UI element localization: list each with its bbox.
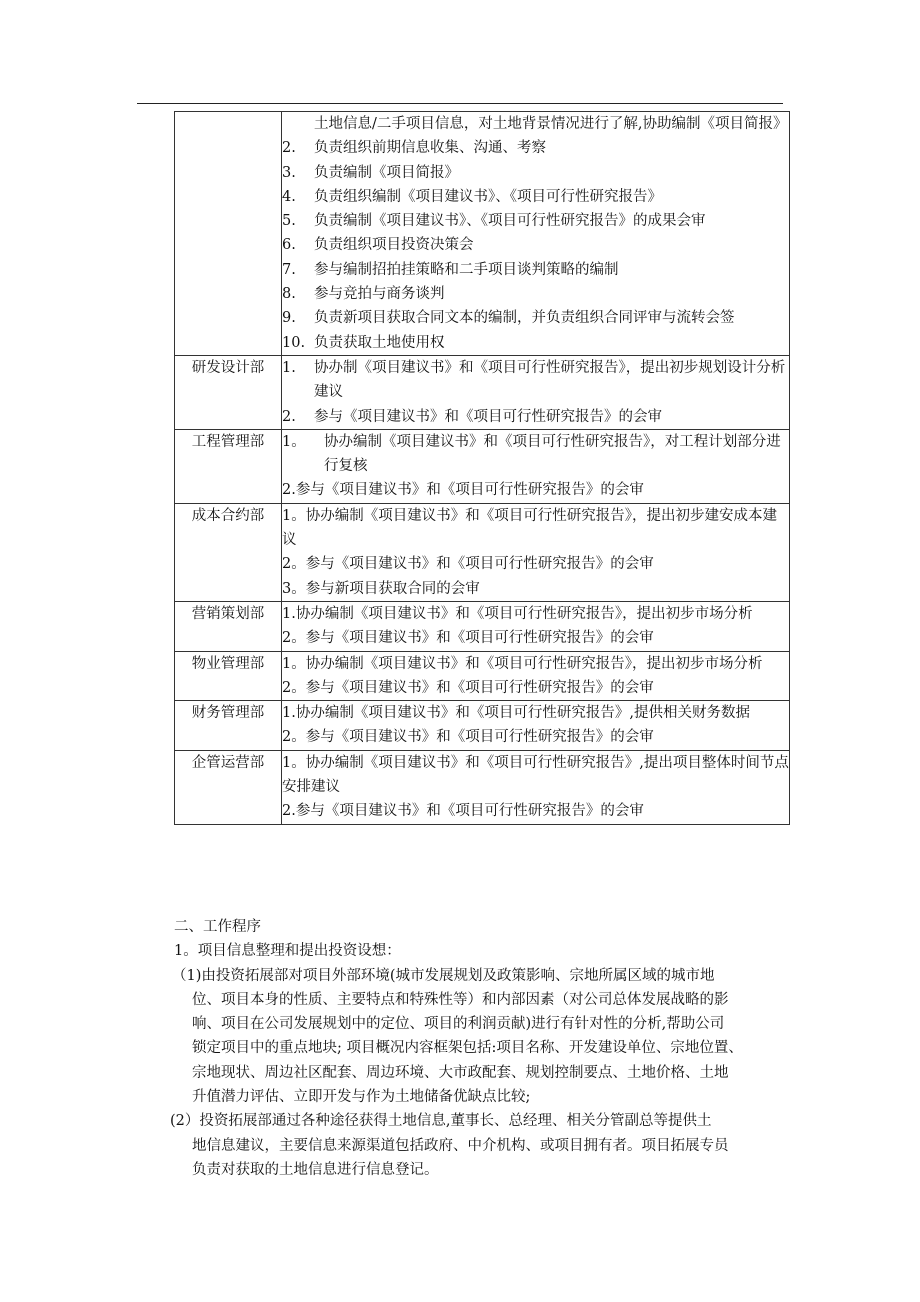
list-item: 3。参与新项目获取合同的会审 [282,580,480,597]
duty-cell [282,429,790,503]
list-item: 2. 负责组织前期信息收集、沟通、考察 [282,140,546,157]
dept-cell: 企管运营部 [175,750,282,824]
paragraph-line: 地信息建议，主要信息来源渠道包括政府、中介机构、或项目拥有者。项目拓展专员 [192,1137,729,1154]
procedure-section [170,915,786,1182]
duty-cell [282,651,790,701]
list-item: 10. 负责获取土地使用权 [282,334,445,351]
list-item: 6. 负责组织项目投资决策会 [282,237,474,254]
duty-cell [282,355,790,429]
list-item: 2. 参与《项目建议书》和《项目可行性研究报告》的会审 [282,408,662,425]
dept-cell: 研发设计部 [175,355,282,429]
dept-cell: 物业管理部 [175,651,282,701]
dept-cell [175,112,282,356]
list-item: 2。参与《项目建议书》和《项目可行性研究报告》的会审 [282,556,654,573]
paragraph-line: 负责对获取的土地信息进行信息登记。 [192,1161,439,1178]
duty-cell [282,750,790,824]
duty-cell [282,503,790,601]
list-item: 1。协办编制《项目建议书》和《项目可行性研究报告》,提出项目整体时间节点安排建议 [282,754,789,796]
paragraph-line: 宗地现状、周边社区配套、周边环境、大市政配套、规划控制要点、土地价格、土地 [192,1064,729,1081]
paragraph [174,964,786,1110]
table-row [175,503,790,601]
list-item: 7. 参与编制招拍挂策略和二手项目谈判策略的编制 [282,261,619,278]
paragraph-line: （1)由投资拓展部对项目外部环境(城市发展规划及政策影响、宗地所属区域的城市地 [172,967,715,984]
header-rule [137,103,783,104]
list-item: 9. 负责新项目获取合同文本的编制，并负责组织合同评审与流转会签 [282,310,735,327]
list-item: 3. 负责编制《项目简报》 [282,164,459,181]
paragraph-line: (2）投资拓展部通过各种途径获得土地信息,董事长、总经理、相关分管副总等提供土 [170,1113,712,1130]
duty-cell [282,601,790,651]
list-item: 1。协办编制《项目建议书》和《项目可行性研究报告》，提出初步建安成本建议 [282,507,777,549]
list-item: 2。参与《项目建议书》和《项目可行性研究报告》的会审 [282,729,654,746]
table-row [175,112,790,356]
paragraph [170,1109,786,1182]
section-heading: 二、工作程序 [174,919,261,935]
list-item: 1.协办编制《项目建议书》和《项目可行性研究报告》，提出初步市场分析 [282,605,753,622]
dept-cell: 财务管理部 [175,701,282,751]
table-row [175,601,790,651]
paragraph-line: 响、项目在公司发展规划中的定位、项目的利润贡献)进行有针对性的分析,帮助公司 [192,1016,725,1033]
paragraph-line: 升值潜力评估、立即开发与作为土地储备优缺点比较; [192,1089,531,1106]
list-item: 1. 协办制《项目建议书》和《项目可行性研究报告》，提出初步规划设计分析建议 [282,359,786,401]
list-item: 2。参与《项目建议书》和《项目可行性研究报告》的会审 [282,679,654,696]
list-item: 2.参与《项目建议书》和《项目可行性研究报告》的会审 [282,482,644,499]
table-row [175,429,790,503]
list-item: 2。参与《项目建议书》和《项目可行性研究报告》的会审 [282,630,654,647]
table-row [175,651,790,701]
duty-cell [282,112,790,356]
list-item: 1.协办编制《项目建议书》和《项目可行性研究报告》,提供相关财务数据 [282,705,750,722]
dept-cell: 成本合约部 [175,503,282,601]
list-item: 2.参与《项目建议书》和《项目可行性研究报告》的会审 [282,803,644,820]
step-heading: 1。项目信息整理和提出投资设想： [174,943,401,960]
table-row [175,355,790,429]
list-item: 5. 负责编制《项目建议书》、《项目可行性研究报告》的成果会审 [282,213,706,230]
list-item: 1。 协办编制《项目建议书》和《项目可行性研究报告》，对工程计划部分进行复核 [282,433,781,475]
duties-table [174,111,790,825]
duty-cell [282,701,790,751]
table-row [175,701,790,751]
dept-cell: 工程管理部 [175,429,282,503]
paragraph-line: 锁定项目中的重点地块; 项目概况内容框架包括:项目名称、开发建设单位、宗地位置、 [192,1040,743,1057]
list-item: 8. 参与竞拍与商务谈判 [282,286,445,303]
paragraph-line: 位、项目本身的性质、主要特点和特殊性等）和内部因素（对公司总体发展战略的影 [192,991,729,1008]
continued-text: 土地信息/二手项目信息，对土地背景情况进行了解,协助编制《项目简报》 [314,116,788,132]
dept-cell: 营销策划部 [175,601,282,651]
table-row [175,750,790,824]
list-item: 1。协办编制《项目建议书》和《项目可行性研究报告》，提出初步市场分析 [282,655,763,672]
list-item: 4. 负责组织编制《项目建议书》、《项目可行性研究报告》 [282,188,662,205]
